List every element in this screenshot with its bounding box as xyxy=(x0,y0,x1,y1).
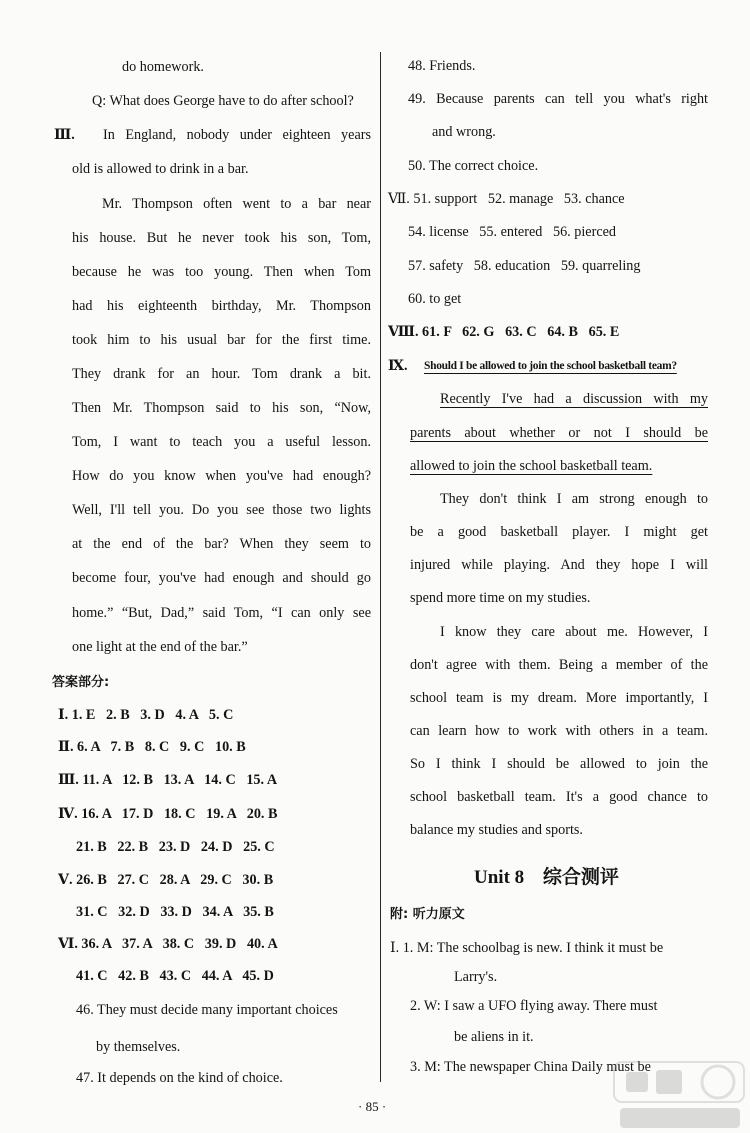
answer-line: Ⅴ. 26. B 27. C 28. A 29. C 30. B xyxy=(58,872,274,888)
essay-line: allowed to join the school basketball team. xyxy=(410,458,653,474)
unit-heading xyxy=(474,862,619,889)
essay-line: balance my studies and sports. xyxy=(410,822,583,838)
answer-line: 46. They must decide many important choices xyxy=(76,1002,338,1018)
essay-title: Should I be allowed to join the school basketball team? xyxy=(424,360,677,372)
watermark-logo xyxy=(600,1060,750,1133)
transcript-line: be aliens in it. xyxy=(454,1029,534,1045)
essay-line: parents about whether or not I should be xyxy=(410,425,708,441)
text-line: home.” “But, Dad,” said Tom, “I can only see xyxy=(72,605,371,621)
answer-line: Ⅷ. 61. F 62. G 63. C 64. B 65. E xyxy=(388,324,620,340)
answer-line: 41. C 42. B 43. C 44. A 45. D xyxy=(76,968,274,984)
essay-line: Recently I've had a discussion with my xyxy=(440,391,708,407)
essay-line: injured while playing. And they hope I will xyxy=(410,557,708,573)
text-line: Then Mr. Thompson said to his son, “Now, xyxy=(72,400,371,416)
transcript-line: Larry's. xyxy=(454,969,498,985)
text-line: his house. But he never took his son, Tom, xyxy=(72,230,371,246)
essay-line: They don't think I am strong enough to xyxy=(440,491,708,507)
answer-line: Ⅶ. 51. support 52. manage 53. chance xyxy=(388,191,625,207)
text-line: at the end of the bar? When they seem to xyxy=(72,536,371,552)
answer-line: 21. B 22. B 23. D 24. D 25. C xyxy=(76,839,275,855)
answer-line: 57. safety 58. education 59. quarreling xyxy=(408,258,641,274)
text-line: Tom, I want to teach you a useful lesson. xyxy=(72,434,371,450)
answer-line: 60. to get xyxy=(408,291,462,307)
essay-line: school basketball team. It's a good chance to xyxy=(410,789,708,805)
page-number: · 85 · xyxy=(358,1099,387,1114)
answer-line: Ⅱ. 6. A 7. B 8. C 9. C 10. B xyxy=(58,739,246,755)
answer-line: 54. license 55. entered 56. pierced xyxy=(408,224,617,240)
answer-line: by themselves. xyxy=(96,1039,181,1055)
transcript-line: 3. M: The newspaper China Daily must be xyxy=(410,1059,651,1075)
answer-line: Ⅲ. 11. A 12. B 13. A 14. C 15. A xyxy=(58,772,278,788)
text-line: had his eighteenth birthday, Mr. Thompson xyxy=(72,298,371,314)
essay-line: be a good basketball player. I might get xyxy=(410,524,708,540)
text-line: They drank for an hour. Tom drank a bit. xyxy=(72,366,371,382)
answer-line: 31. C 32. D 33. D 34. A 35. B xyxy=(76,904,274,920)
text-line: took him to his usual bar for the first time. xyxy=(72,332,371,348)
transcript-line: 2. W: I saw a UFO flying away. There must xyxy=(410,998,658,1014)
answer-line: 47. It depends on the kind of choice. xyxy=(76,1070,283,1086)
text-line: do homework. xyxy=(122,59,204,75)
answer-line: 49. Because parents can tell you what's right xyxy=(408,91,708,107)
answer-line: and wrong. xyxy=(432,124,496,140)
answers-heading: 答案部分: xyxy=(52,675,110,690)
essay-line: So I think I should be allowed to join the xyxy=(410,756,708,772)
text-line: How do you know when you've had enough? xyxy=(72,468,371,484)
text-line: Mr. Thompson often went to a bar near xyxy=(102,196,371,212)
text-line: In England, nobody under eighteen years xyxy=(103,127,371,143)
appendix-heading: 附: 听力原文 xyxy=(390,907,465,922)
text-line: one light at the end of the bar.” xyxy=(72,639,248,655)
column-divider xyxy=(380,52,381,1082)
answer-line: 48. Friends. xyxy=(408,58,476,74)
essay-line: can learn how to work with others in a team. xyxy=(410,723,708,739)
essay-line: don't agree with them. Being a member of the xyxy=(410,657,708,673)
text-line: become four, you've had enough and should go xyxy=(72,570,371,586)
essay-line: school team is my dream. More importantly, I xyxy=(410,690,708,706)
answer-line: Ⅳ. 16. A 17. D 18. C 19. A 20. B xyxy=(58,806,278,822)
transcript-line: Ⅰ. 1. M: The schoolbag is new. I think it must be xyxy=(390,940,664,956)
question-line: Q: What does George have to do after school? xyxy=(92,93,354,109)
section-label: Ⅸ. xyxy=(388,358,408,374)
unit-heading-en: Unit 8 xyxy=(474,867,525,888)
essay-line: spend more time on my studies. xyxy=(410,590,591,606)
text-line: because he was too young. Then when Tom xyxy=(72,264,371,280)
answer-line: Ⅰ. 1. E 2. B 3. D 4. A 5. C xyxy=(58,707,234,723)
unit-heading-zh: 综合测评 xyxy=(542,866,619,888)
text-line: Well, I'll tell you. Do you see those two lights xyxy=(72,502,371,518)
essay-line: I know they care about me. However, I xyxy=(440,624,708,640)
section-label: Ⅲ. xyxy=(54,127,75,143)
answer-line: 50. The correct choice. xyxy=(408,158,539,174)
text-line: old is allowed to drink in a bar. xyxy=(72,161,249,177)
answer-line: Ⅵ. 36. A 37. A 38. C 39. D 40. A xyxy=(58,936,278,952)
